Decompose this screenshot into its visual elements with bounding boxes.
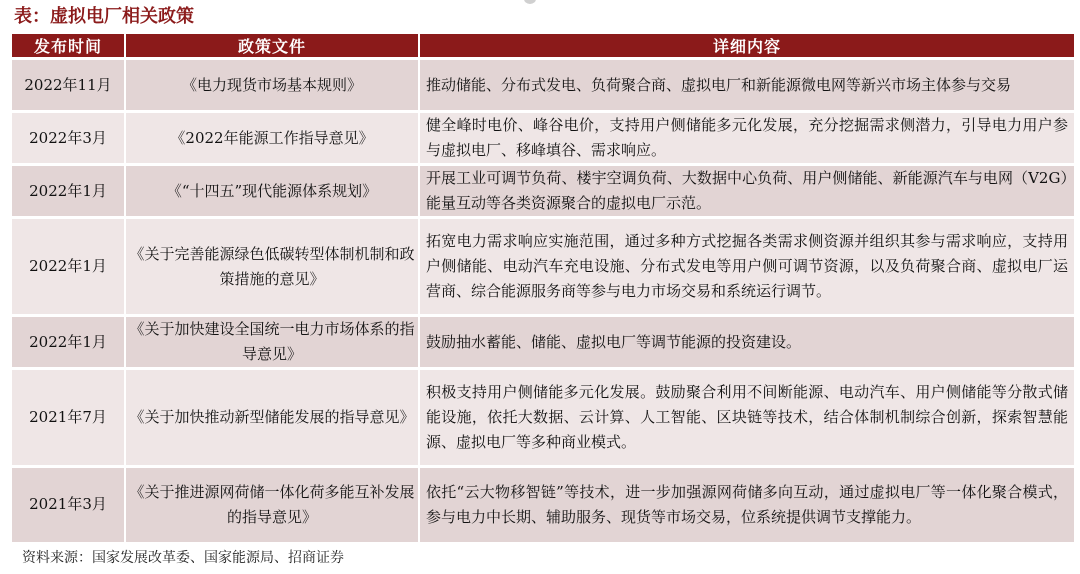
header-document: 政策文件 (125, 34, 419, 59)
table-row (12, 369, 1074, 467)
row-detail: 开展工业可调节负荷、楼宇空调负荷、大数据中心负荷、用户侧储能、新能源汽车与电网（V2G）能量互动等各类资源聚合的虚拟电厂示范。 (419, 165, 1074, 218)
row-date: 2022年1月 (12, 316, 125, 369)
row-detail: 鼓励抽水蓄能、储能、虚拟电厂等调节能源的投资建设。 (419, 316, 1074, 369)
table-row (12, 467, 1074, 542)
row-date: 2022年1月 (12, 165, 125, 218)
table-row (12, 165, 1074, 218)
row-detail: 依托“云大物移智链”等技术，进一步加强源网荷储多向互动，通过虚拟电厂等一体化聚合模式，参与电力中长期、辅助服务、现货等市场交易，位系统提供调节支撑能力。 (419, 467, 1074, 542)
table-row (12, 218, 1074, 316)
row-document: 《“十四五”现代能源体系规划》 (125, 165, 419, 218)
row-date: 2022年1月 (12, 218, 125, 316)
table-row (12, 59, 1074, 112)
row-date: 2022年3月 (12, 112, 125, 165)
policy-table-container (12, 34, 1074, 542)
scroll-indicator-dot (524, 0, 536, 4)
table-row (12, 112, 1074, 165)
table-row (12, 316, 1074, 369)
row-date: 2021年7月 (12, 369, 125, 467)
row-document: 《电力现货市场基本规则》 (125, 59, 419, 112)
row-document: 《关于推进源网荷储一体化荷多能互补发展的指导意见》 (125, 467, 419, 542)
row-document: 《关于加快建设全国统一电力市场体系的指导意见》 (125, 316, 419, 369)
row-detail: 推动储能、分布式发电、负荷聚合商、虚拟电厂和新能源微电网等新兴市场主体参与交易 (419, 59, 1074, 112)
header-detail: 详细内容 (419, 34, 1074, 59)
policy-table (12, 34, 1074, 542)
row-detail: 拓宽电力需求响应实施范围，通过多种方式挖掘各类需求侧资源并组织其参与需求响应，支持用户侧储能、电动汽车充电设施、分布式发电等用户侧可调节资源，以及负荷聚合商、虚拟电厂运营商、综合能源服务商等参与电力市场交易和系统运行调节。 (419, 218, 1074, 316)
table-header-row (12, 34, 1074, 59)
row-date: 2022年11月 (12, 59, 125, 112)
row-document: 《关于加快推动新型储能发展的指导意见》 (125, 369, 419, 467)
row-detail: 积极支持用户侧储能多元化发展。鼓励聚合利用不间断能源、电动汽车、用户侧储能等分散式储能设施，依托大数据、云计算、人工智能、区块链等技术，结合体制机制综合创新，探索智慧能源、虚拟电厂等多种商业模式。 (419, 369, 1074, 467)
page-title: 表：虚拟电厂相关政策 (14, 6, 194, 27)
row-date: 2021年3月 (12, 467, 125, 542)
row-document: 《关于完善能源绿色低碳转型体制机制和政策措施的意见》 (125, 218, 419, 316)
header-date: 发布时间 (12, 34, 125, 59)
row-detail: 健全峰时电价、峰谷电价，支持用户侧储能多元化发展，充分挖掘需求侧潜力，引导电力用户参与虚拟电厂、移峰填谷、需求响应。 (419, 112, 1074, 165)
source-note: 资料来源：国家发展改革委、国家能源局、招商证券 (22, 550, 344, 566)
row-document: 《2022年能源工作指导意见》 (125, 112, 419, 165)
